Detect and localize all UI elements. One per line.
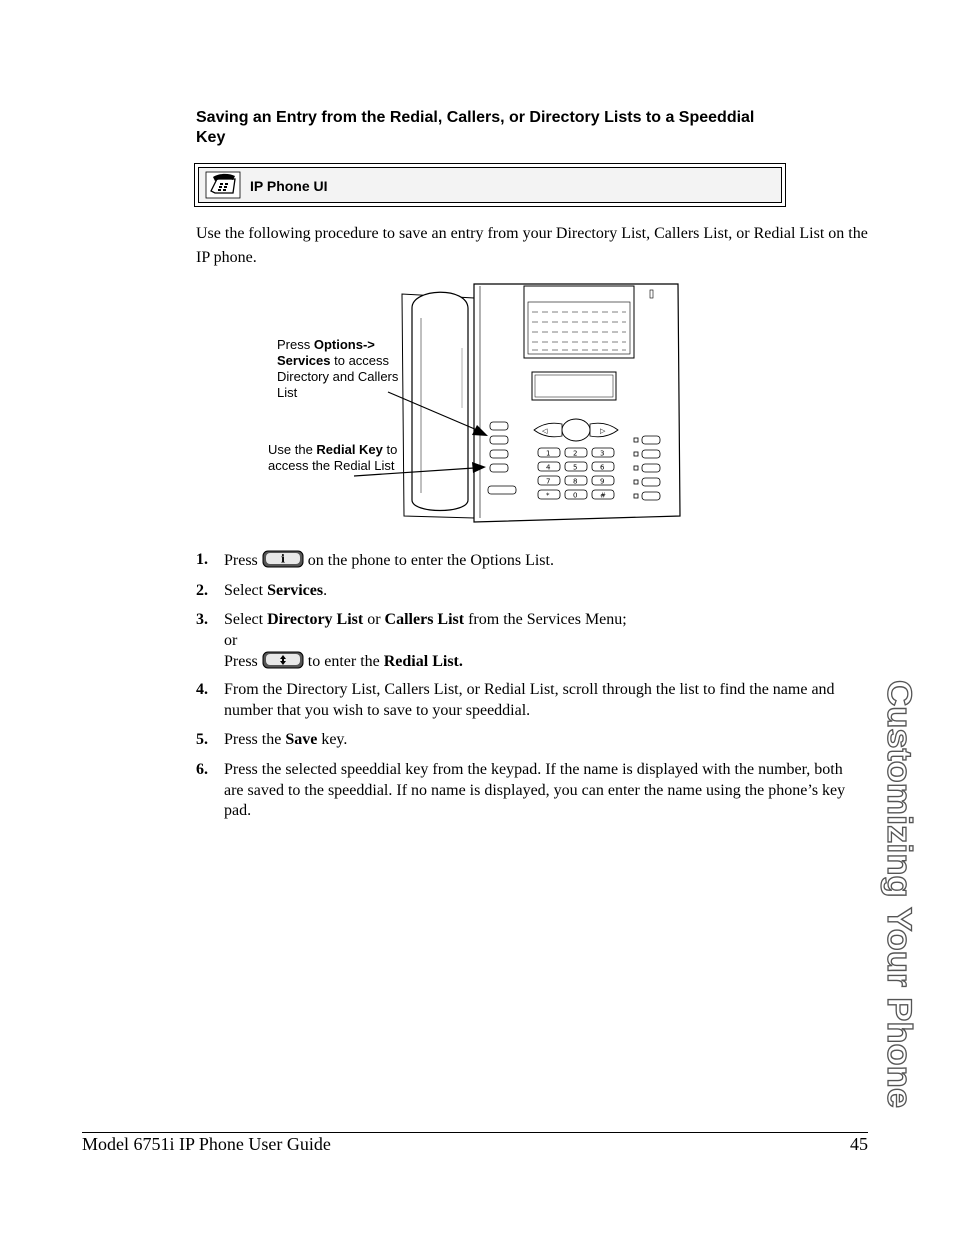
side-title-text: Customizing Your Phone: [880, 680, 918, 1082]
page-number: 45: [850, 1134, 868, 1154]
keypad-key-label: 4: [546, 463, 551, 472]
phone-handset-icon: [205, 171, 241, 199]
keypad-key-label: 7: [546, 477, 551, 486]
svg-text:▷: ▷: [600, 427, 606, 435]
handset: [412, 292, 468, 510]
keypad-key-label: #: [600, 491, 606, 500]
lcd-screen: [532, 372, 616, 400]
keypad-key-label: 8: [573, 477, 578, 486]
phone-illustration: [262, 278, 692, 528]
redial-callout: Use the Redial Key to access the Redial List: [268, 442, 398, 473]
keypad-key-label: 9: [600, 477, 605, 486]
footer-title: Model 6751i IP Phone User Guide: [82, 1134, 331, 1154]
footer-rule: [82, 1132, 868, 1133]
keypad-key-label: 2: [573, 449, 578, 458]
section-heading: Saving an Entry from the Redial, Callers, or Directory Lists to a Speeddial Key: [196, 109, 755, 146]
keypad-key-label: 5: [573, 463, 578, 472]
intro-paragraph: Use the following procedure to save an entry from your Directory List, Callers List, or Redial List on the IP phone.: [196, 225, 868, 266]
info-key-icon: [262, 550, 304, 568]
redial-key-icon: [262, 651, 304, 669]
options-callout: Press Options-> Services to access Directory and Callers List: [277, 337, 399, 400]
keypad-key-label: 1: [546, 449, 551, 458]
keypad-key-label: *: [546, 491, 550, 500]
keypad-key-label: 0: [573, 491, 578, 500]
keypad-key-label: 3: [600, 449, 605, 458]
svg-text:i: i: [280, 552, 285, 566]
nav-key: [562, 419, 590, 441]
ip-phone-ui-label: IP Phone UI: [250, 178, 328, 194]
ip-phone-ui-box: [194, 163, 786, 207]
keypad-key-label: 6: [600, 463, 605, 472]
svg-text:◁: ◁: [542, 427, 548, 435]
side-section-title: [880, 680, 924, 1110]
